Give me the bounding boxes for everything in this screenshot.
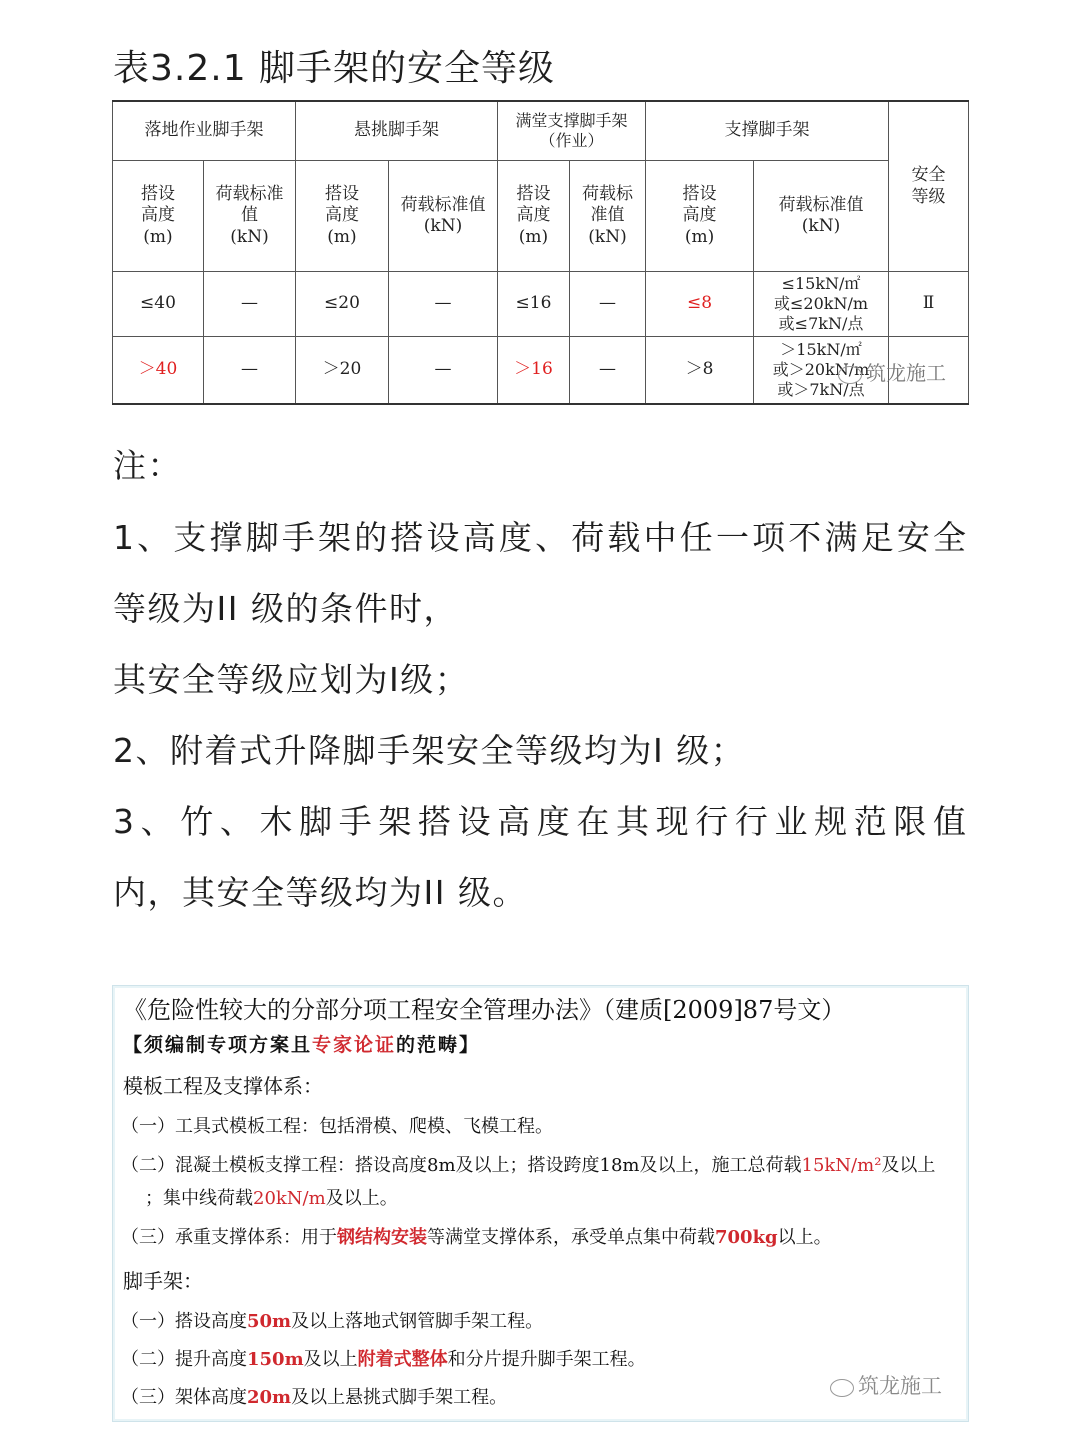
- regulation-excerpt: [112, 985, 969, 1422]
- sub-header: 搭设 高度 (m): [646, 161, 754, 272]
- table-cell: —: [389, 272, 498, 337]
- note-line: 3、竹、木脚手架搭设高度在其现行行业规范限值: [113, 802, 968, 841]
- group-header: 悬挑脚手架: [296, 101, 498, 161]
- table-group-header-row: [113, 101, 969, 161]
- note-line: 等级为II 级的条件时，: [113, 589, 458, 628]
- table-cell: —: [204, 272, 296, 337]
- excerpt-item-continued: ；集中线荷载20kN/m及以上。: [145, 1188, 398, 1209]
- table-cell: ≤8: [646, 272, 754, 337]
- excerpt-item: （二）提升高度150m及以上附着式整体和分片提升脚手架工程。: [121, 1349, 646, 1370]
- watermark: 筑龙施工: [830, 1370, 942, 1400]
- table-cell: —: [570, 272, 646, 337]
- note-line: 2、附着式升降脚手架安全等级均为I 级；: [113, 731, 746, 770]
- group-header: 支撑脚手架: [646, 101, 889, 161]
- sub-header: 搭设 高度 (m): [113, 161, 204, 272]
- page-title: 表3.2.1 脚手架的安全等级: [113, 48, 556, 89]
- wechat-icon: [838, 366, 862, 384]
- group-header: 落地作业脚手架: [113, 101, 296, 161]
- table-cell: ≤15kN/㎡ 或≤20kN/m 或≤7kN/点: [754, 272, 889, 337]
- excerpt-item: （二）混凝土模板支撑工程：搭设高度8m及以上；搭设跨度18m及以上，施工总荷载15kN/m²及以上: [121, 1155, 936, 1176]
- table-cell: —: [389, 337, 498, 405]
- sub-header: 搭设 高度 (m): [296, 161, 389, 272]
- excerpt-item: （一）工具式模板工程：包括滑模、爬模、飞模工程。: [121, 1116, 553, 1137]
- grade-header: 安全 等级: [889, 101, 969, 272]
- sub-header: 搭设 高度 (m): [498, 161, 570, 272]
- excerpt-item: （三）承重支撑体系：用于钢结构安装等满堂支撑体系，承受单点集中荷载700kg以上。: [121, 1227, 832, 1248]
- table-cell: ＞15kN/㎡ 或＞20kN/m 或＞7kN/点: [754, 337, 889, 405]
- notes-heading: 注：: [113, 446, 182, 485]
- table-cell: ＞8: [646, 337, 754, 405]
- note-line: 内，其安全等级均为II 级。: [113, 873, 527, 912]
- sub-header: 荷载标准值 (kN): [754, 161, 889, 272]
- table-cell: ＞20: [296, 337, 389, 405]
- wechat-icon: [830, 1379, 854, 1397]
- section-heading: 模板工程及支撑体系：: [123, 1074, 323, 1098]
- table-cell: —: [204, 337, 296, 405]
- table-cell: ≤40: [113, 272, 204, 337]
- table-cell: ＞40: [113, 337, 204, 405]
- watermark: 筑龙施工: [838, 357, 946, 386]
- excerpt-subtitle: 【须编制专项方案且专家论证的范畴】: [123, 1034, 481, 1056]
- sub-header: 荷载标准 值 (kN): [204, 161, 296, 272]
- table-cell: ≤16: [498, 272, 570, 337]
- excerpt-title: 《危险性较大的分部分项工程安全管理办法》（建质[2009]87号文）: [123, 996, 846, 1024]
- note-line: 1、支撑脚手架的搭设高度、荷载中任一项不满足安全: [113, 518, 968, 557]
- sub-header: 荷载标 准值 (kN): [570, 161, 646, 272]
- table-sub-header-row: [113, 161, 969, 272]
- note-line: 其安全等级应划为I级；: [113, 660, 470, 699]
- excerpt-item: （三）架体高度20m及以上悬挑式脚手架工程。: [121, 1387, 508, 1408]
- table-cell: ＞16: [498, 337, 570, 405]
- group-header: 满堂支撑脚手架 （作业）: [498, 101, 646, 161]
- sub-header: 荷载标准值 (kN): [389, 161, 498, 272]
- table-cell: ≤20: [296, 272, 389, 337]
- table-cell: —: [570, 337, 646, 405]
- section-heading: 脚手架：: [123, 1269, 203, 1293]
- table-row: [113, 272, 969, 337]
- grade-cell: Ⅱ: [889, 272, 969, 337]
- excerpt-item: （一）搭设高度50m及以上落地式钢管脚手架工程。: [121, 1311, 544, 1332]
